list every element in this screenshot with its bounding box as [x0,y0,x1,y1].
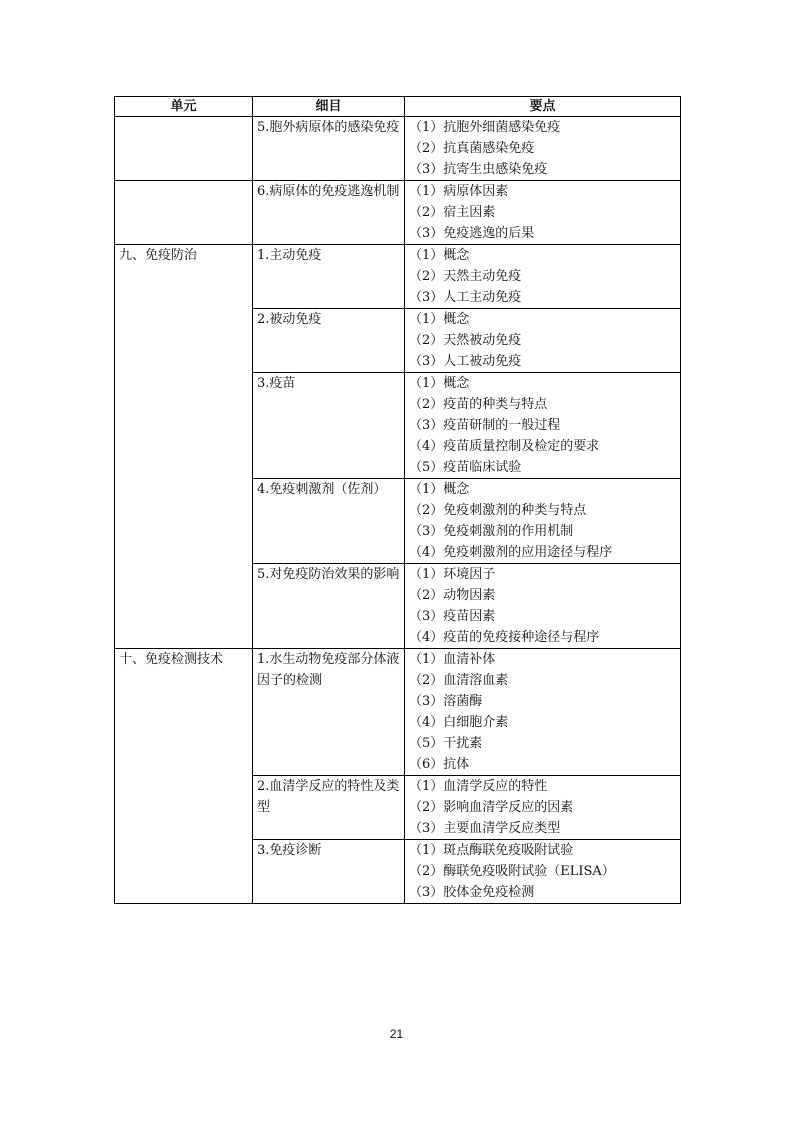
point-item: （4）疫苗质量控制及检定的要求 [409,439,600,454]
table-header-row [115,97,681,117]
point-item: （1）病原体因素 [409,184,509,199]
point-item: （2）血清溶血素 [409,673,509,688]
point-item: （4）免疫刺激剂的应用途径与程序 [409,545,613,560]
point-item: （1）血清学反应的特性 [409,779,548,794]
point-item: （3）胶体金免疫检测 [409,885,535,900]
point-item: （1）概念 [409,248,470,263]
table-row [115,117,681,181]
point-item: （1）概念 [409,482,470,497]
item-cell: 5.胞外病原体的感染免疫 [253,117,405,181]
point-item: （5）干扰素 [409,736,483,751]
point-item: （1）概念 [409,376,470,391]
unit-cell: 九、免疫防治 [115,245,253,649]
point-item: （3）抗寄生虫感染免疫 [409,162,548,177]
item-cell: 2.被动免疫 [253,309,405,373]
points-cell [405,309,681,373]
points-cell [405,117,681,181]
item-cell: 3.免疫诊断 [253,840,405,904]
page-number: 21 [389,1027,404,1041]
point-item: （3）人工被动免疫 [409,354,522,369]
point-item: （5）疫苗临床试验 [409,460,522,475]
header-item: 细目 [253,97,405,117]
point-item: （3）人工主动免疫 [409,290,522,305]
header-points: 要点 [405,97,681,117]
point-item: （2）动物因素 [409,588,496,603]
points-cell [405,181,681,245]
point-item: （2）天然主动免疫 [409,269,522,284]
item-cell: 4.免疫刺激剂（佐剂） [253,479,405,564]
point-item: （3）溶菌酶 [409,694,483,709]
point-item: （3）免疫刺激剂的作用机制 [409,524,574,539]
point-item: （4）白细胞介素 [409,715,509,730]
syllabus-table [114,96,681,904]
point-item: （2）天然被动免疫 [409,333,522,348]
point-item: （3）疫苗研制的一般过程 [409,418,561,433]
points-cell [405,776,681,840]
point-item: （2）抗真菌感染免疫 [409,141,535,156]
unit-cell: 十、免疫检测技术 [115,649,253,904]
points-cell [405,840,681,904]
point-item: （1）概念 [409,312,470,327]
table-row [115,245,681,309]
item-cell: 6.病原体的免疫逃逸机制 [253,181,405,245]
point-item: （6）抗体 [409,757,470,772]
point-item: （4）疫苗的免疫接种途径与程序 [409,630,600,645]
item-cell: 2.血清学反应的特性及类型 [253,776,405,840]
point-item: （2）宿主因素 [409,205,496,220]
item-cell: 1.主动免疫 [253,245,405,309]
item-cell: 3.疫苗 [253,373,405,479]
unit-cell [115,181,253,245]
point-item: （1）环境因子 [409,567,496,582]
point-item: （2）影响血清学反应的因素 [409,800,574,815]
points-cell [405,564,681,649]
point-item: （1）血清补体 [409,652,496,667]
unit-cell [115,117,253,181]
point-item: （3）主要血清学反应类型 [409,821,561,836]
table-row [115,649,681,776]
point-item: （2）疫苗的种类与特点 [409,397,548,412]
item-cell: 5.对免疫防治效果的影响 [253,564,405,649]
point-item: （2）酶联免疫吸附试验（ELISA） [409,864,615,879]
point-item: （3）疫苗因素 [409,609,496,624]
point-item: （1）斑点酶联免疫吸附试验 [409,843,574,858]
header-unit: 单元 [115,97,253,117]
table-row [115,181,681,245]
point-item: （2）免疫刺激剂的种类与特点 [409,503,587,518]
point-item: （3）免疫逃逸的后果 [409,226,535,241]
points-cell [405,245,681,309]
points-cell [405,373,681,479]
point-item: （1）抗胞外细菌感染免疫 [409,120,561,135]
points-cell [405,479,681,564]
item-cell: 1.水生动物免疫部分体液因子的检测 [253,649,405,776]
points-cell [405,649,681,776]
